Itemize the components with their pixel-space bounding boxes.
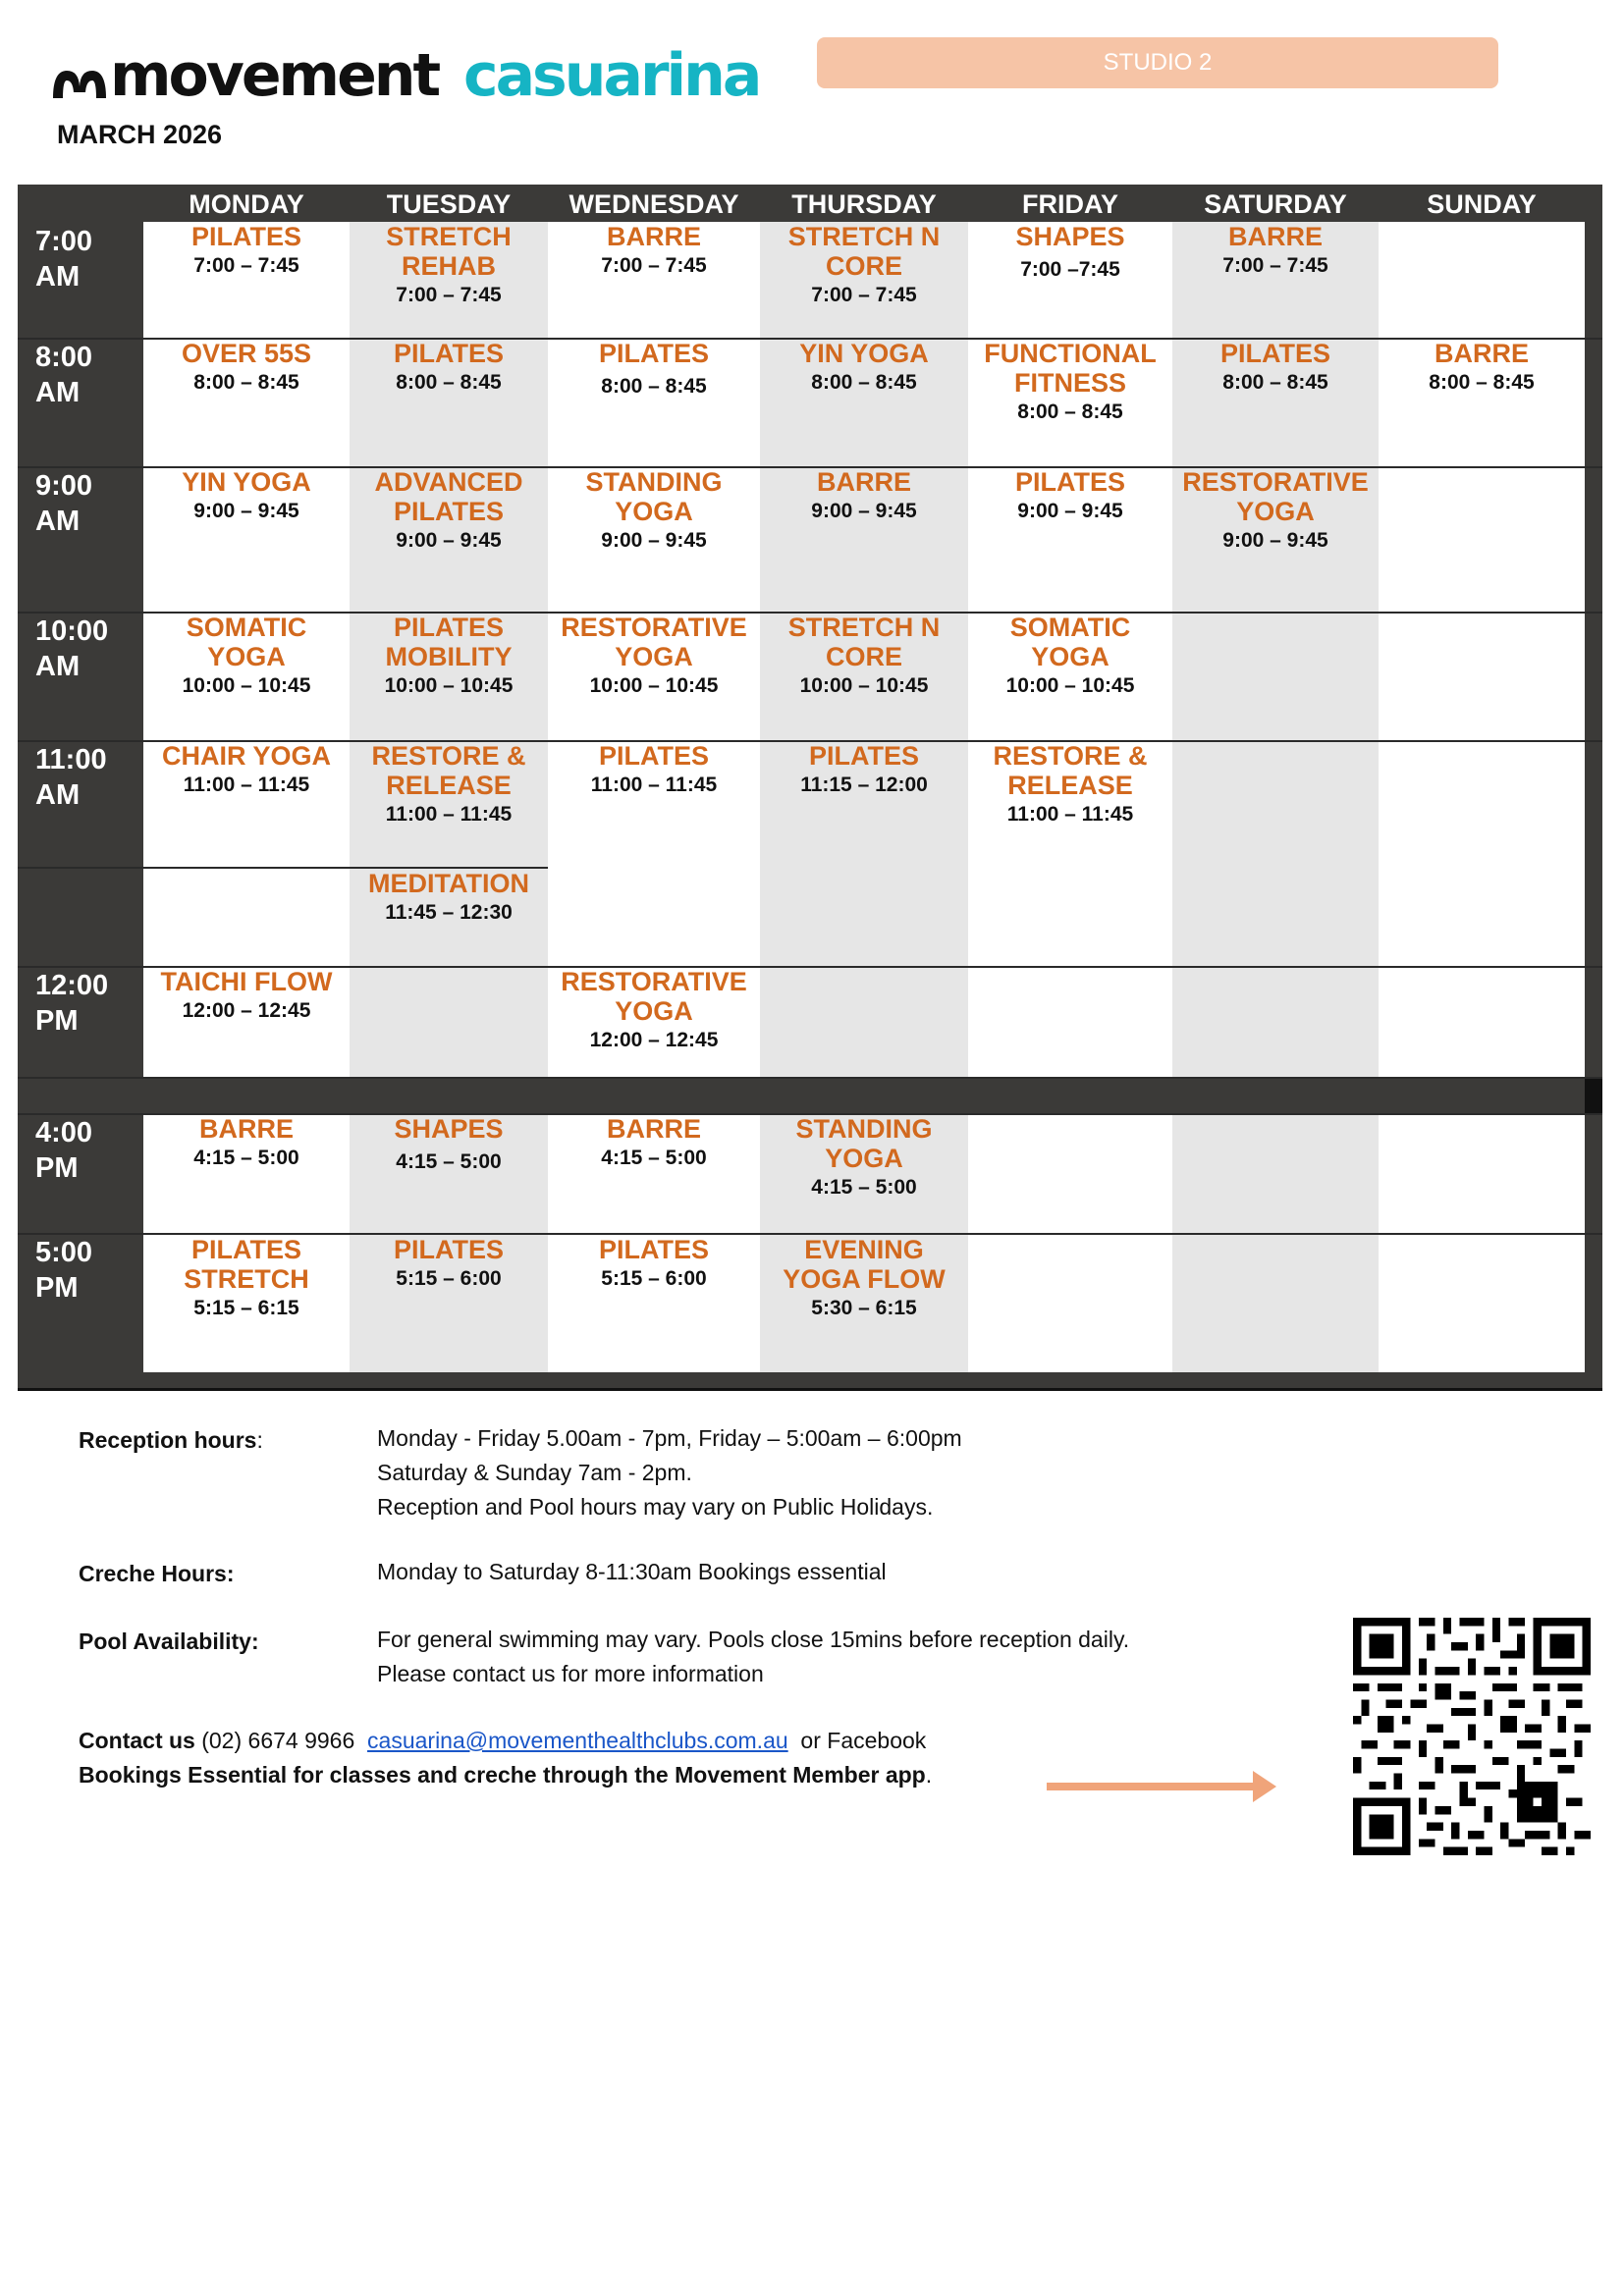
class-name: BARRE bbox=[816, 467, 911, 497]
class-time: 9:00 – 9:45 bbox=[193, 500, 299, 522]
reception-line: Monday - Friday 5.00am - 7pm, Friday – 5:00am – 6:00pm bbox=[377, 1425, 962, 1451]
class-name: OVER 55S bbox=[181, 339, 312, 368]
class-block[interactable] bbox=[548, 222, 760, 281]
class-time: 9:00 – 9:45 bbox=[396, 529, 502, 552]
time-label-10am: 10:00 AM bbox=[35, 615, 109, 682]
class-name: TAICHI FLOW bbox=[160, 967, 333, 996]
class-time: 7:00 – 7:45 bbox=[396, 284, 502, 306]
class-name: SOMATIC YOGA bbox=[1009, 613, 1131, 671]
class-block[interactable] bbox=[350, 869, 548, 928]
class-name: STRETCH REHAB bbox=[386, 222, 512, 281]
class-name: PILATES bbox=[393, 1235, 504, 1264]
class-time: 7:00 –7:45 bbox=[1020, 258, 1120, 281]
reception-label-colon: : bbox=[256, 1427, 263, 1453]
creche-hours-label: Creche Hours: bbox=[79, 1561, 235, 1586]
contact-email-link[interactable]: casuarina@movementhealthclubs.com.au bbox=[367, 1728, 788, 1753]
class-block[interactable] bbox=[350, 613, 548, 701]
class-block[interactable] bbox=[760, 222, 968, 310]
class-name: PILATES bbox=[1219, 339, 1330, 368]
class-time: 12:00 – 12:45 bbox=[182, 999, 311, 1022]
class-name: BARRE bbox=[606, 222, 701, 251]
class-name: MEDITATION bbox=[368, 869, 529, 898]
class-time: 4:15 – 5:00 bbox=[396, 1150, 502, 1173]
class-block[interactable] bbox=[548, 339, 760, 401]
class-time: 8:00 – 8:45 bbox=[601, 375, 707, 398]
class-time: 10:00 – 10:45 bbox=[1005, 674, 1135, 697]
class-time: 8:00 – 8:45 bbox=[193, 371, 299, 394]
class-time: 5:30 – 6:15 bbox=[811, 1297, 917, 1319]
class-block[interactable] bbox=[548, 467, 760, 556]
reception-line: Reception and Pool hours may vary on Public Holidays. bbox=[377, 1494, 934, 1520]
contact-line bbox=[79, 1728, 926, 1754]
arrow-right-icon bbox=[1047, 1767, 1278, 1806]
pool-line: Please contact us for more information bbox=[377, 1661, 764, 1686]
class-name: RESTORE & RELEASE bbox=[993, 741, 1148, 800]
time-label-12pm: 12:00 PM bbox=[35, 970, 109, 1037]
class-name: SHAPES bbox=[394, 1114, 504, 1144]
month-label: MARCH 2026 bbox=[57, 120, 223, 149]
class-name: BARRE bbox=[1227, 222, 1323, 251]
class-block[interactable] bbox=[968, 741, 1172, 829]
class-time: 4:15 – 5:00 bbox=[193, 1147, 299, 1169]
class-name: PILATES bbox=[1014, 467, 1125, 497]
class-block[interactable] bbox=[1172, 339, 1379, 398]
contact-phone: (02) 6674 9966 bbox=[194, 1728, 368, 1753]
day-header-thursday: THURSDAY bbox=[791, 189, 937, 219]
class-name: STRETCH N CORE bbox=[787, 613, 941, 671]
class-time: 10:00 – 10:45 bbox=[589, 674, 719, 697]
class-block[interactable] bbox=[350, 1235, 548, 1294]
class-block[interactable] bbox=[350, 1114, 548, 1177]
class-name: RESTORE & RELEASE bbox=[371, 741, 526, 800]
table-bottom-rule bbox=[18, 1388, 1602, 1391]
day-header-tuesday: TUESDAY bbox=[386, 189, 512, 219]
class-name: BARRE bbox=[1434, 339, 1529, 368]
break-band bbox=[143, 1077, 1585, 1113]
class-block[interactable] bbox=[760, 1114, 968, 1202]
class-name: PILATES MOBILITY bbox=[385, 613, 513, 671]
class-block[interactable] bbox=[760, 613, 968, 701]
class-name: BARRE bbox=[198, 1114, 294, 1144]
class-name: RESTORATIVE YOGA bbox=[561, 967, 747, 1026]
class-block[interactable] bbox=[1379, 339, 1585, 398]
class-name: SHAPES bbox=[1015, 222, 1125, 251]
class-time: 11:00 – 11:45 bbox=[183, 774, 310, 796]
class-time: 5:15 – 6:15 bbox=[193, 1297, 299, 1319]
class-block[interactable] bbox=[143, 467, 350, 526]
studio-badge: STUDIO 2 bbox=[817, 37, 1498, 88]
class-time: 10:00 – 10:45 bbox=[384, 674, 514, 697]
class-time: 10:00 – 10:45 bbox=[799, 674, 929, 697]
class-time: 7:00 – 7:45 bbox=[811, 284, 917, 306]
class-block[interactable] bbox=[548, 967, 760, 1055]
class-name: STANDING YOGA bbox=[585, 467, 723, 526]
day-header-wednesday: WEDNESDAY bbox=[568, 189, 739, 219]
class-name: RESTORATIVE YOGA bbox=[561, 613, 747, 671]
class-block[interactable] bbox=[350, 339, 548, 398]
class-block[interactable] bbox=[1172, 222, 1379, 281]
class-block[interactable] bbox=[968, 613, 1172, 701]
class-time: 9:00 – 9:45 bbox=[1222, 529, 1328, 552]
class-time: 7:00 – 7:45 bbox=[193, 254, 299, 277]
class-name: STRETCH N CORE bbox=[787, 222, 941, 281]
day-header-friday: FRIDAY bbox=[1021, 189, 1119, 219]
class-name: PILATES bbox=[598, 741, 709, 771]
class-time: 4:15 – 5:00 bbox=[601, 1147, 707, 1169]
class-time: 5:15 – 6:00 bbox=[601, 1267, 707, 1290]
class-name: STANDING YOGA bbox=[795, 1114, 933, 1173]
pool-availability-text bbox=[377, 1623, 1129, 1691]
day-header-monday: MONDAY bbox=[189, 189, 304, 219]
class-name: RESTORATIVE YOGA bbox=[1182, 467, 1369, 526]
time-label-7am: 7:00 AM bbox=[35, 226, 93, 293]
day-header-saturday: SATURDAY bbox=[1204, 189, 1347, 219]
class-time: 8:00 – 8:45 bbox=[1429, 371, 1535, 394]
bookings-text: Bookings Essential for classes and creche through the Movement Member app bbox=[79, 1762, 926, 1788]
time-label-8am: 8:00 AM bbox=[35, 342, 93, 408]
contact-suffix: or Facebook bbox=[787, 1728, 927, 1753]
class-time: 11:00 – 11:45 bbox=[1006, 803, 1134, 826]
class-block[interactable] bbox=[350, 467, 548, 556]
class-block[interactable] bbox=[1172, 467, 1379, 556]
class-name: CHAIR YOGA bbox=[161, 741, 332, 771]
class-name: FUNCTIONAL FITNESS bbox=[984, 339, 1157, 398]
class-block[interactable] bbox=[350, 222, 548, 310]
class-time: 7:00 – 7:45 bbox=[601, 254, 707, 277]
class-name: BARRE bbox=[606, 1114, 701, 1144]
class-time: 9:00 – 9:45 bbox=[601, 529, 707, 552]
friday-column-pm bbox=[968, 1113, 1172, 1372]
class-name: PILATES bbox=[393, 339, 504, 368]
time-label-4pm: 4:00 PM bbox=[35, 1117, 93, 1184]
class-name: SOMATIC YOGA bbox=[186, 613, 307, 671]
class-block[interactable] bbox=[143, 339, 350, 398]
class-time: 5:15 – 6:00 bbox=[396, 1267, 502, 1290]
class-block[interactable] bbox=[968, 222, 1172, 285]
class-name: PILATES bbox=[808, 741, 919, 771]
brand-word-movement: movement bbox=[110, 41, 439, 110]
time-label-9am: 9:00 AM bbox=[35, 470, 93, 537]
class-block[interactable] bbox=[548, 613, 760, 701]
pool-availability-label: Pool Availability: bbox=[79, 1629, 259, 1654]
class-time: 8:00 – 8:45 bbox=[1017, 400, 1123, 423]
class-block[interactable] bbox=[143, 222, 350, 281]
class-block[interactable] bbox=[143, 613, 350, 701]
class-time: 10:00 – 10:45 bbox=[182, 674, 311, 697]
class-time: 12:00 – 12:45 bbox=[589, 1029, 719, 1051]
class-time: 11:00 – 11:45 bbox=[385, 803, 513, 826]
class-block[interactable] bbox=[548, 741, 760, 800]
bookings-period: . bbox=[925, 1762, 933, 1788]
class-name: PILATES bbox=[598, 339, 709, 368]
class-block[interactable] bbox=[143, 1235, 350, 1323]
class-block[interactable] bbox=[968, 467, 1172, 526]
class-block[interactable] bbox=[760, 1235, 968, 1323]
contact-label: Contact us bbox=[79, 1728, 195, 1753]
class-name: PILATES bbox=[190, 222, 301, 251]
class-block[interactable] bbox=[350, 741, 548, 829]
class-time: 8:00 – 8:45 bbox=[811, 371, 917, 394]
class-name: PILATES bbox=[598, 1235, 709, 1264]
class-time: 8:00 – 8:45 bbox=[1222, 371, 1328, 394]
day-header-sunday: SUNDAY bbox=[1427, 189, 1537, 219]
sunday-column-pm bbox=[1379, 1113, 1585, 1372]
pool-line: For general swimming may vary. Pools close 15mins before reception daily. bbox=[377, 1627, 1130, 1652]
class-block[interactable] bbox=[968, 339, 1172, 427]
class-name: EVENING YOGA FLOW bbox=[783, 1235, 946, 1294]
reception-label-text: Reception hours bbox=[79, 1427, 257, 1453]
class-block[interactable] bbox=[548, 1235, 760, 1294]
time-label-11am: 11:00 AM bbox=[35, 744, 107, 811]
class-block[interactable] bbox=[760, 467, 968, 526]
class-block[interactable] bbox=[760, 339, 968, 398]
time-label-5pm: 5:00 PM bbox=[35, 1237, 93, 1304]
reception-hours-text bbox=[377, 1421, 962, 1524]
class-time: 11:45 – 12:30 bbox=[385, 901, 513, 924]
class-name: YIN YOGA bbox=[182, 467, 311, 497]
class-name: ADVANCED PILATES bbox=[374, 467, 523, 526]
qr-code-icon[interactable] bbox=[1353, 1618, 1591, 1855]
class-block[interactable] bbox=[143, 1114, 350, 1173]
class-name: PILATES STRETCH bbox=[184, 1235, 309, 1294]
class-block[interactable] bbox=[760, 741, 968, 800]
row-divider bbox=[18, 1077, 1602, 1079]
wave-m-icon bbox=[51, 65, 108, 104]
class-block[interactable] bbox=[143, 967, 350, 1026]
class-block[interactable] bbox=[548, 1114, 760, 1173]
class-time: 7:00 – 7:45 bbox=[1222, 254, 1328, 277]
bookings-line bbox=[79, 1762, 932, 1789]
break-band-edge bbox=[1585, 1077, 1602, 1113]
class-time: 9:00 – 9:45 bbox=[811, 500, 917, 522]
class-time: 9:00 – 9:45 bbox=[1017, 500, 1123, 522]
creche-hours-text: Monday to Saturday 8-11:30am Bookings essential bbox=[377, 1559, 887, 1584]
class-time: 8:00 – 8:45 bbox=[396, 371, 502, 394]
reception-hours-label bbox=[79, 1427, 263, 1454]
reception-line: Saturday & Sunday 7am - 2pm. bbox=[377, 1460, 692, 1485]
class-time: 11:00 – 11:45 bbox=[590, 774, 718, 796]
saturday-column-pm bbox=[1172, 1113, 1379, 1372]
brand-word-casuarina: casuarina bbox=[463, 41, 760, 110]
class-name: YIN YOGA bbox=[799, 339, 929, 368]
class-time: 11:15 – 12:00 bbox=[800, 774, 928, 796]
class-block[interactable] bbox=[143, 741, 350, 800]
class-time: 4:15 – 5:00 bbox=[811, 1176, 917, 1199]
